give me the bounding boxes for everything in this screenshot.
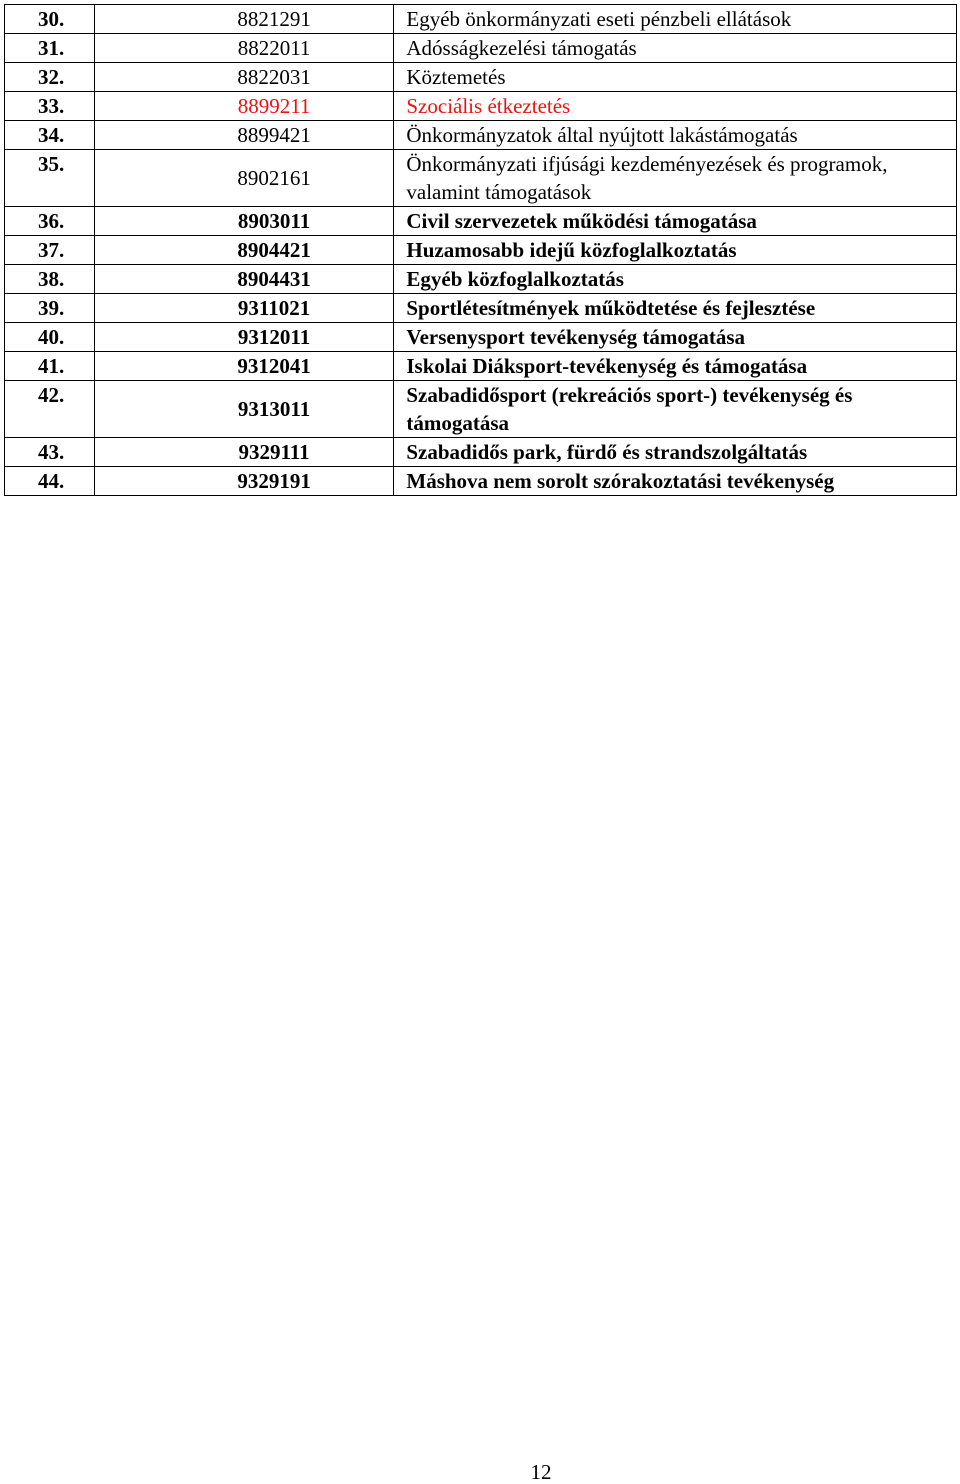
table-row xyxy=(5,438,957,467)
row-number: 34. xyxy=(5,121,95,150)
activity-code: 8904421 xyxy=(94,236,394,265)
row-number: 43. xyxy=(5,438,95,467)
activity-description: Köztemetés xyxy=(394,63,957,92)
activity-description: Szabadidős park, fürdő és strandszolgáltatás xyxy=(394,438,957,467)
table-row xyxy=(5,236,957,265)
table-row xyxy=(5,5,957,34)
activity-code: 8902161 xyxy=(94,150,394,207)
row-number: 36. xyxy=(5,207,95,236)
activity-code: 9311021 xyxy=(94,294,394,323)
table-row xyxy=(5,121,957,150)
page-number: 12 xyxy=(530,1460,552,1484)
activity-code: 9329111 xyxy=(94,438,394,467)
activity-code-table xyxy=(4,4,957,496)
table-row xyxy=(5,150,957,207)
row-number: 39. xyxy=(5,294,95,323)
activity-description: Huzamosabb idejű közfoglalkoztatás xyxy=(394,236,957,265)
row-number: 42. xyxy=(5,381,95,438)
activity-description: Egyéb önkormányzati eseti pénzbeli ellátások xyxy=(394,5,957,34)
table-row xyxy=(5,207,957,236)
activity-code: 8904431 xyxy=(94,265,394,294)
row-number: 31. xyxy=(5,34,95,63)
row-number: 44. xyxy=(5,467,95,496)
table-row xyxy=(5,467,957,496)
activity-code: 9329191 xyxy=(94,467,394,496)
activity-description: Sportlétesítmények működtetése és fejlesztése xyxy=(394,294,957,323)
table-row xyxy=(5,381,957,438)
table-row xyxy=(5,34,957,63)
activity-code: 9312041 xyxy=(94,352,394,381)
table-row xyxy=(5,265,957,294)
activity-code: 8899211 xyxy=(94,92,394,121)
table-row xyxy=(5,323,957,352)
activity-description: Versenysport tevékenység támogatása xyxy=(394,323,957,352)
row-number: 32. xyxy=(5,63,95,92)
activity-description: Szociális étkeztetés xyxy=(394,92,957,121)
row-number: 41. xyxy=(5,352,95,381)
activity-description: Iskolai Diáksport-tevékenység és támogatása xyxy=(394,352,957,381)
activity-code: 8903011 xyxy=(94,207,394,236)
row-number: 38. xyxy=(5,265,95,294)
row-number: 30. xyxy=(5,5,95,34)
activity-code: 9313011 xyxy=(94,381,394,438)
table-row xyxy=(5,352,957,381)
activity-description: Egyéb közfoglalkoztatás xyxy=(394,265,957,294)
activity-code: 8821291 xyxy=(94,5,394,34)
activity-description: Adósságkezelési támogatás xyxy=(394,34,957,63)
row-number: 33. xyxy=(5,92,95,121)
activity-code: 9312011 xyxy=(94,323,394,352)
row-number: 35. xyxy=(5,150,95,207)
activity-description: Civil szervezetek működési támogatása xyxy=(394,207,957,236)
table-row-highlighted xyxy=(5,92,957,121)
activity-description: Máshova nem sorolt szórakoztatási tevékenység xyxy=(394,467,957,496)
activity-description: Önkormányzatok által nyújtott lakástámogatás xyxy=(394,121,957,150)
row-number: 37. xyxy=(5,236,95,265)
row-number: 40. xyxy=(5,323,95,352)
table-row xyxy=(5,294,957,323)
activity-description: Önkormányzati ifjúsági kezdeményezések és programok, valamint támogatások xyxy=(394,150,957,207)
activity-code: 8822031 xyxy=(94,63,394,92)
table-row xyxy=(5,63,957,92)
activity-description: Szabadidősport (rekreációs sport-) tevékenység és támogatása xyxy=(394,381,957,438)
activity-code: 8822011 xyxy=(94,34,394,63)
activity-code: 8899421 xyxy=(94,121,394,150)
